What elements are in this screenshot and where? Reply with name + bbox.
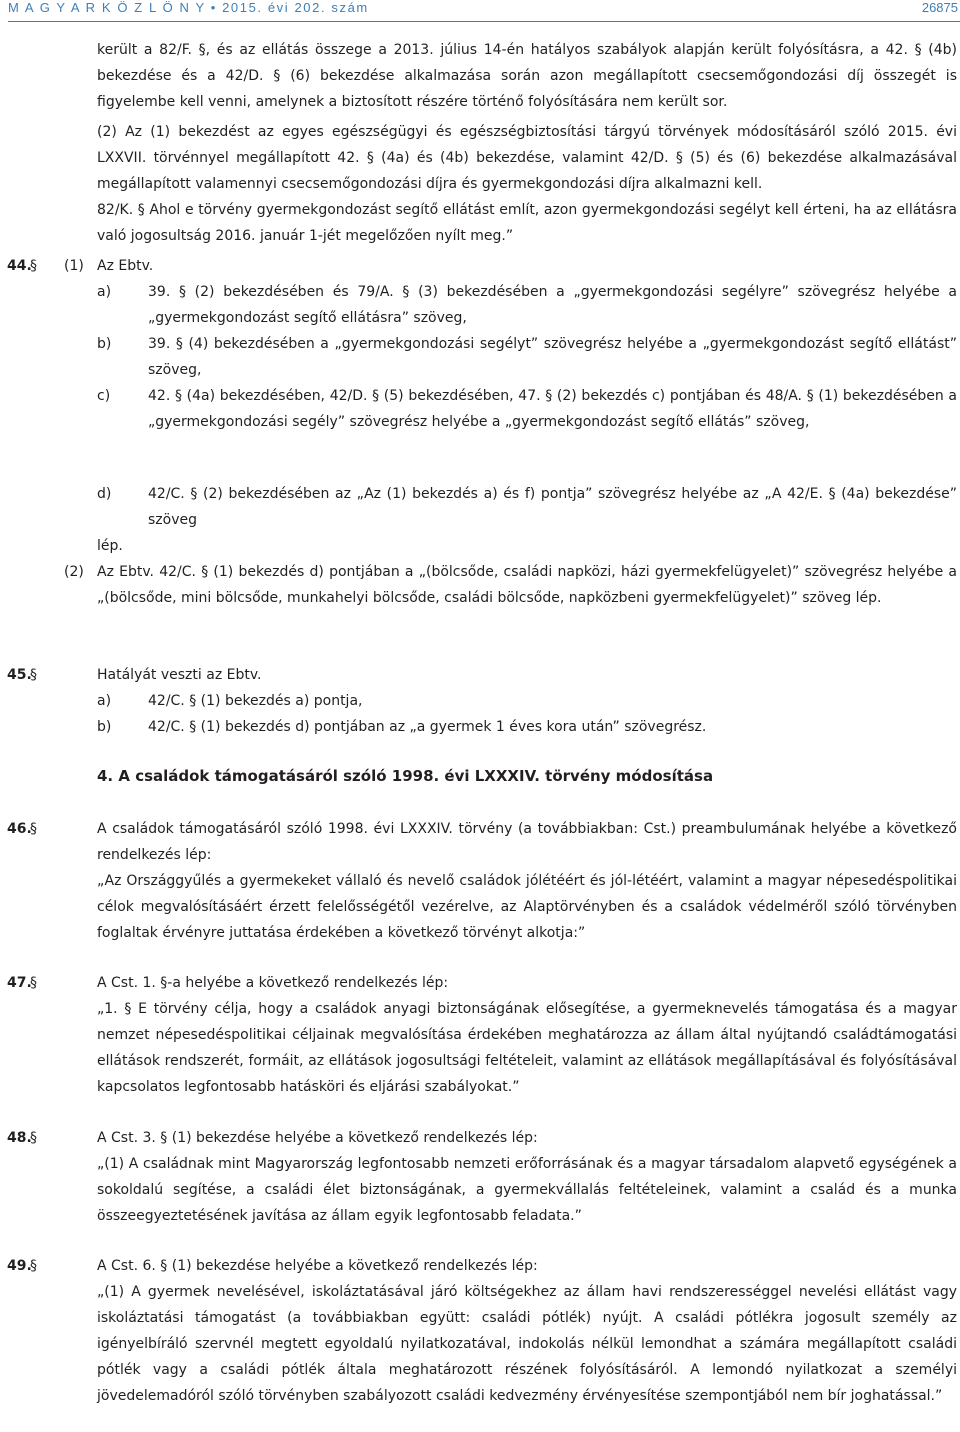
section-49-text: A Cst. 6. § (1) bekezdése helyébe a következő rendelkezés lép: — [97, 1258, 538, 1274]
section-number-45: 45. — [7, 667, 32, 683]
section-49-quote: „(1) A gyermek nevelésével, iskoláztatásával járó költségekhez az állam havi rendszerességgel nevelési ellátást vagy iskoláztatási támogatást (a továbbiakban együtt: családi pótlék) nyújt. A családi pótlékra jogosult személy az igényelbíráló szervnél megtett egyoldalú nyilatkozatával, indokolás nélkül lemondhat a számára megállapított családi pótlék vagy a családi pótlék általa meghatározott részének folyósításáról. A lemondó nyilatkozat a személyi jövedelemadóról szóló törvényben szabályozott családi kedvezmény érvényesítése szempontjából nem bír joghatással.” — [97, 1284, 957, 1404]
item-label-44-b: b) — [97, 336, 112, 352]
subsection-44-1: (1) — [64, 258, 84, 274]
section-48-text: A Cst. 3. § (1) bekezdése helyébe a következő rendelkezés lép: — [97, 1130, 538, 1146]
item-text-44-d: 42/C. § (2) bekezdésében az „Az (1) bekezdés a) és f) pontja” szövegrész helyébe az „A 42/E. § (4a) bekezdése” szöveg — [148, 486, 957, 528]
section-number-46: 46. — [7, 821, 32, 837]
item-text-45-a: 42/C. § (1) bekezdés a) pontja, — [148, 693, 363, 709]
section-number-49: 49. — [7, 1258, 32, 1274]
section-sign-45: § — [30, 667, 37, 683]
section-sign-44: § — [30, 258, 37, 274]
section-46-quote: „Az Országgyűlés a gyermekeket vállaló és nevelő családok jólétéért és jól-létéért, valamint a magyar népesedéspolitikai célok megvalósításáért érzett felelősségétől vezérelve, az Alaptörvényben és a családok védelméről szóló törvényben foglaltak érvényre juttatása érdekében a következő törvényt alkotja:” — [97, 873, 957, 941]
item-text-44-b: 39. § (4) bekezdésében a „gyermekgondozási segélyt” szövegrész helyébe a „gyermekgondozást segítő ellátást” szöveg, — [148, 336, 957, 378]
section-46-text: A családok támogatásáról szóló 1998. évi LXXXIV. törvény (a továbbiakban: Cst.) preambulumának helyébe a következő rendelkezés lép: — [97, 821, 957, 863]
subsection-44-2: (2) — [64, 564, 84, 580]
section-47-text: A Cst. 1. §-a helyébe a következő rendelkezés lép: — [97, 975, 449, 991]
section-44-tail: lép. — [97, 538, 123, 554]
journal-title: M A G Y A R K Ö Z L Ö N Y • 2015. évi 202. szám — [8, 0, 369, 15]
section-44-lead: Az Ebtv. — [97, 258, 154, 274]
section-sign-48: § — [30, 1130, 37, 1146]
header-rule — [8, 21, 960, 22]
section-sign-47: § — [30, 975, 37, 991]
item-label-44-d: d) — [97, 486, 112, 502]
section-47-quote: „1. § E törvény célja, hogy a családok anyagi biztonságának elősegítése, a gyermeknevelés támogatása és a magyar nemzet népesedéspolitikai céljainak megvalósítása érdekében meghatározza az állam által nyújtandó családtámogatási ellátások rendszerét, formáit, az ellátások jogosultsági feltételeit, valamint az ellátások megállapításával és folyósításával kapcsolatos legfontosabb hatásköri és eljárási szabályokat.” — [97, 1001, 957, 1095]
item-label-44-a: a) — [97, 284, 112, 300]
item-text-44-c: 42. § (4a) bekezdésében, 42/D. § (5) bekezdésében, 47. § (2) bekezdés c) pontjában és 48/A. § (1) bekezdésében a „gyermekgondozási segély” szövegrész helyébe a „gyermekgondozást segítő ellátás” szöveg, — [148, 388, 957, 430]
intro-paragraph-1: került a 82/F. §, és az ellátás összege a 2013. július 14-én hatályos szabályok alapján került folyósításra, a 42. § (4b) bekezdése és a 42/D. § (6) bekezdése alkalmazása során azon megállapított csecsemőgondozási díj összegét is figyelembe kell venni, amelynek a biztosított részére történő folyósítására nem került sor. — [97, 42, 957, 110]
subsection-44-2-text: Az Ebtv. 42/C. § (1) bekezdés d) pontjában a „(bölcsőde, családi napközi, házi gyermekfelügyelet)” szövegrész helyébe a „(bölcsőde, mini bölcsőde, munkahelyi bölcsőde, családi bölcsőde, napközbeni gyermekfelügyelet)” szöveg lép. — [97, 564, 957, 606]
item-text-45-b: 42/C. § (1) bekezdés d) pontjában az „a gyermek 1 éves kora után” szövegrész. — [148, 719, 707, 735]
section-number-47: 47. — [7, 975, 32, 991]
intro-paragraph-2: (2) Az (1) bekezdést az egyes egészségügyi és egészségbiztosítási tárgyú törvények módosításáról szóló 2015. évi LXXVII. törvénnyel megállapított 42. § (4a) és (4b) bekezdése, valamint 42/D. § (5) és (6) bekezdése alkalmazásával megállapított valamennyi csecsemőgondozási díjra és gyermekgondozási díjra alkalmazni kell. — [97, 124, 957, 192]
page-number: 26875 — [921, 0, 958, 15]
running-header — [8, 0, 960, 22]
section-45-lead: Hatályát veszti az Ebtv. — [97, 667, 262, 683]
section-number-48: 48. — [7, 1130, 32, 1146]
item-text-44-a: 39. § (2) bekezdésében és 79/A. § (3) bekezdésében a „gyermekgondozási segélyre” szövegrész helyébe a „gyermekgondozást segítő ellátásra” szöveg, — [148, 284, 957, 326]
item-label-45-b: b) — [97, 719, 112, 735]
item-label-45-a: a) — [97, 693, 112, 709]
item-label-44-c: c) — [97, 388, 111, 404]
section-number-44: 44. — [7, 258, 32, 274]
section-sign-49: § — [30, 1258, 37, 1274]
intro-paragraph-3: 82/K. § Ahol e törvény gyermekgondozást segítő ellátást említ, azon gyermekgondozási segélyt kell érteni, ha az ellátásra való jogosultság 2016. január 1-jét megelőzően nyílt meg.” — [97, 202, 957, 244]
section-48-quote: „(1) A családnak mint Magyarország legfontosabb nemzeti erőforrásának és a magyar társadalom alapvető egységének a sokoldalú segítése, a családi élet biztonságának, a gyermekvállalás feltételeinek, valamint a család és a munka összeegyeztetésének javítása az állam egyik legfontosabb feladata.” — [97, 1156, 957, 1224]
section-sign-46: § — [30, 821, 37, 837]
chapter-heading: 4. A családok támogatásáról szóló 1998. évi LXXXIV. törvény módosítása — [97, 767, 714, 785]
